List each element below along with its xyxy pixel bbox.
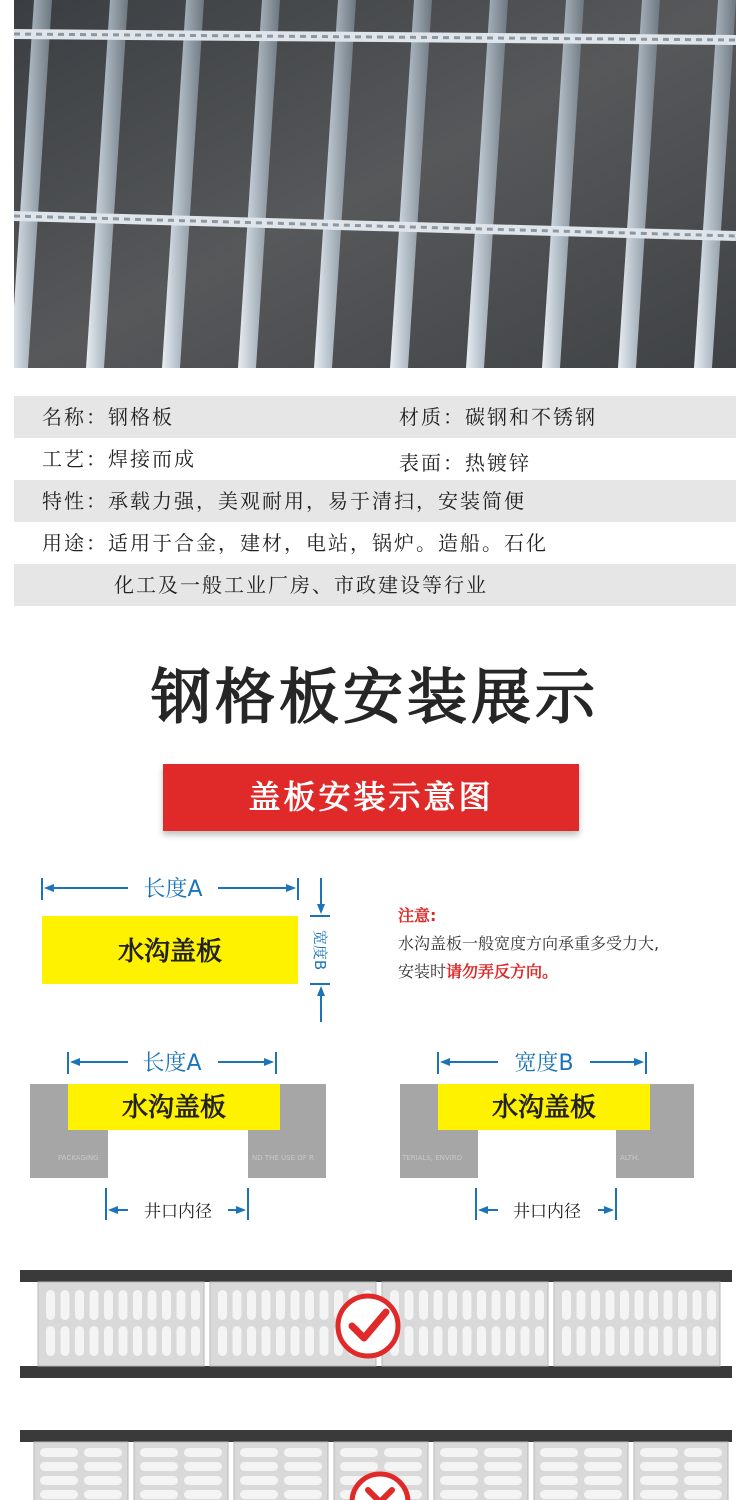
grate-slot bbox=[320, 1290, 329, 1320]
grate-examples bbox=[20, 1270, 732, 1500]
grate-slot bbox=[61, 1326, 70, 1356]
watermark-text: TERIALS, ENVIRO bbox=[402, 1154, 463, 1162]
grate-slot bbox=[40, 1448, 78, 1457]
grate-slot bbox=[276, 1290, 285, 1320]
spec-usage: 用途：适用于合金，建材，电站，锅炉。造船。石化 bbox=[42, 531, 548, 555]
grate-slot bbox=[218, 1326, 227, 1356]
grate-slot bbox=[405, 1290, 414, 1320]
grate-slot bbox=[584, 1476, 622, 1485]
spec-material: 材质：碳钢和不锈钢 bbox=[399, 405, 597, 429]
grate-slot bbox=[90, 1290, 99, 1320]
opening-label-right: 井口内径 bbox=[513, 1202, 581, 1222]
grate-slot bbox=[591, 1290, 600, 1320]
grate-slot bbox=[84, 1490, 122, 1499]
grate-slot bbox=[40, 1476, 78, 1485]
cross-rod bbox=[14, 34, 736, 40]
spec-surface: 表面：热镀锌 bbox=[399, 451, 531, 475]
grate-slot bbox=[40, 1462, 78, 1471]
grate-slot bbox=[521, 1326, 530, 1356]
grate-slot bbox=[84, 1462, 122, 1471]
spec-table bbox=[14, 396, 736, 606]
grate-slot bbox=[535, 1326, 544, 1356]
watermark-text: PACKAGING bbox=[58, 1154, 99, 1162]
grate-slot bbox=[684, 1448, 722, 1457]
grate-slot bbox=[177, 1326, 186, 1356]
check-circle-icon bbox=[338, 1296, 398, 1356]
dimension-width-right: 宽度B bbox=[514, 1051, 574, 1076]
note-line-2 bbox=[398, 958, 659, 986]
grate-slot bbox=[184, 1476, 222, 1485]
grate-slot bbox=[448, 1326, 457, 1356]
grate-slot bbox=[191, 1326, 200, 1356]
grate-slot bbox=[119, 1326, 128, 1356]
grate-slot bbox=[678, 1326, 687, 1356]
grate-slot bbox=[305, 1290, 314, 1320]
cover-label-right: 水沟盖板 bbox=[491, 1093, 597, 1123]
grate-slot bbox=[75, 1326, 84, 1356]
steel-grating-image bbox=[14, 0, 736, 368]
grate-slot bbox=[584, 1490, 622, 1499]
grate-slot bbox=[162, 1326, 171, 1356]
watermark-text: ND THE USE OF R bbox=[252, 1154, 314, 1162]
grate-slot bbox=[240, 1476, 278, 1485]
grate-slot bbox=[240, 1448, 278, 1457]
cover-label-left: 水沟盖板 bbox=[121, 1093, 227, 1123]
grate-slot bbox=[320, 1326, 329, 1356]
grate-slot bbox=[191, 1290, 200, 1320]
grate-slot bbox=[133, 1290, 142, 1320]
grate-slot bbox=[440, 1476, 478, 1485]
grate-slot bbox=[440, 1490, 478, 1499]
install-note bbox=[398, 902, 659, 986]
grate-slot bbox=[233, 1326, 242, 1356]
grate-slot bbox=[291, 1290, 300, 1320]
grate-slot bbox=[340, 1448, 378, 1457]
grate-slot bbox=[707, 1290, 716, 1320]
grate-slot bbox=[640, 1490, 678, 1499]
grate-slot bbox=[664, 1326, 673, 1356]
grate-slot bbox=[104, 1290, 113, 1320]
page-title: 钢格板安装展示 bbox=[151, 663, 599, 733]
grate-slot bbox=[684, 1462, 722, 1471]
spec-process: 工艺：焊接而成 bbox=[42, 447, 196, 471]
grate-slot bbox=[405, 1326, 414, 1356]
grate-slot bbox=[577, 1326, 586, 1356]
grate-slot bbox=[664, 1290, 673, 1320]
grate-slot bbox=[262, 1326, 271, 1356]
grate-slot bbox=[463, 1290, 472, 1320]
grate-slot bbox=[506, 1326, 515, 1356]
grate-slot bbox=[284, 1448, 322, 1457]
grate-slot bbox=[218, 1290, 227, 1320]
grate-slot bbox=[247, 1290, 256, 1320]
grate-slot bbox=[620, 1290, 629, 1320]
grate-slot bbox=[591, 1326, 600, 1356]
spec-row-process bbox=[14, 438, 736, 480]
grate-slot bbox=[584, 1462, 622, 1471]
grate-slot bbox=[693, 1290, 702, 1320]
grate-slot bbox=[284, 1476, 322, 1485]
grate-slot bbox=[635, 1326, 644, 1356]
grate-slot bbox=[540, 1448, 578, 1457]
grate-slot bbox=[463, 1326, 472, 1356]
grate-slot bbox=[640, 1462, 678, 1471]
grate-slot bbox=[693, 1326, 702, 1356]
grate-slot bbox=[434, 1290, 443, 1320]
cover-label-top: 水沟盖板 bbox=[117, 937, 223, 967]
grate-slot bbox=[284, 1462, 322, 1471]
grate-slot bbox=[184, 1490, 222, 1499]
grate-slot bbox=[140, 1462, 178, 1471]
grate-slot bbox=[521, 1290, 530, 1320]
grate-slot bbox=[506, 1290, 515, 1320]
grate-slot bbox=[340, 1462, 378, 1471]
grate-slot bbox=[384, 1448, 422, 1457]
grate-slot bbox=[247, 1326, 256, 1356]
grate-slot bbox=[419, 1326, 428, 1356]
grate-slot bbox=[484, 1490, 522, 1499]
grate-slot bbox=[46, 1290, 55, 1320]
grate-slot bbox=[492, 1326, 501, 1356]
grate-slot bbox=[640, 1476, 678, 1485]
grate-slot bbox=[540, 1462, 578, 1471]
note-line-2-warning: 请勿弄反方向。 bbox=[446, 962, 559, 981]
dimension-length-top: 长度A bbox=[143, 877, 203, 902]
grate-slot bbox=[540, 1490, 578, 1499]
grate-slot bbox=[640, 1448, 678, 1457]
note-title: 注意: bbox=[398, 906, 437, 925]
grate-slot bbox=[40, 1490, 78, 1499]
grate-slot bbox=[233, 1290, 242, 1320]
grate-slot bbox=[484, 1476, 522, 1485]
grate-slot bbox=[162, 1290, 171, 1320]
grate-slot bbox=[148, 1326, 157, 1356]
watermark-text: ALTH. bbox=[620, 1154, 640, 1162]
grate-slot bbox=[540, 1476, 578, 1485]
grate-slot bbox=[448, 1290, 457, 1320]
grate-slot bbox=[606, 1326, 615, 1356]
grate-slot bbox=[84, 1476, 122, 1485]
grate-slot bbox=[384, 1462, 422, 1471]
spec-row-name bbox=[14, 396, 736, 438]
grate-slot bbox=[606, 1290, 615, 1320]
grate-slot bbox=[434, 1326, 443, 1356]
dimension-width-side: 宽度B bbox=[311, 929, 329, 971]
grate-slot bbox=[562, 1326, 571, 1356]
grate-slot bbox=[419, 1290, 428, 1320]
grate-slot bbox=[240, 1462, 278, 1471]
trench-right bbox=[400, 1052, 694, 1220]
grate-slot bbox=[577, 1290, 586, 1320]
grate-slot bbox=[440, 1448, 478, 1457]
grate-slot bbox=[484, 1448, 522, 1457]
grate-slot bbox=[484, 1462, 522, 1471]
grate-slot bbox=[440, 1462, 478, 1471]
grate-slot bbox=[84, 1448, 122, 1457]
grate-slot bbox=[635, 1290, 644, 1320]
grate-slot bbox=[477, 1326, 486, 1356]
grate-slot bbox=[104, 1326, 113, 1356]
grate-slot bbox=[184, 1462, 222, 1471]
dimension-length-left: 长度A bbox=[142, 1051, 202, 1076]
grate-slot bbox=[177, 1290, 186, 1320]
note-line-1: 水沟盖板一般宽度方向承重多受力大, bbox=[398, 934, 660, 953]
grate-slot bbox=[75, 1290, 84, 1320]
note-line-2-prefix: 安装时 bbox=[398, 962, 447, 981]
grate-slot bbox=[184, 1448, 222, 1457]
grate-slot bbox=[90, 1326, 99, 1356]
grate-slot bbox=[649, 1326, 658, 1356]
grate-slot bbox=[684, 1490, 722, 1499]
grate-slot bbox=[305, 1326, 314, 1356]
grate-slot bbox=[262, 1290, 271, 1320]
spec-features: 特性：承载力强，美观耐用，易于清扫，安装简便 bbox=[42, 489, 526, 513]
grate-slot bbox=[46, 1326, 55, 1356]
grate-slot bbox=[678, 1290, 687, 1320]
grate-slot bbox=[240, 1490, 278, 1499]
grate-slot bbox=[684, 1476, 722, 1485]
grate-slot bbox=[284, 1490, 322, 1499]
trench-left bbox=[30, 1052, 326, 1220]
product-photo bbox=[14, 0, 736, 368]
spec-row-usage bbox=[14, 522, 736, 564]
section-banner: 盖板安装示意图 bbox=[163, 764, 579, 831]
opening-label-left: 井口内径 bbox=[144, 1202, 212, 1222]
grate-slot bbox=[140, 1448, 178, 1457]
grate-slot bbox=[584, 1448, 622, 1457]
grate-slot bbox=[562, 1290, 571, 1320]
spec-usage-cont: 化工及一般工业厂房、市政建设等行业 bbox=[114, 573, 488, 597]
grate-slot bbox=[119, 1290, 128, 1320]
grate-slot bbox=[148, 1290, 157, 1320]
grate-slot bbox=[620, 1326, 629, 1356]
grate-slot bbox=[140, 1490, 178, 1499]
spec-row-usage-cont bbox=[14, 564, 736, 606]
grate-slot bbox=[276, 1326, 285, 1356]
grate-slot bbox=[649, 1290, 658, 1320]
grate-slot bbox=[492, 1290, 501, 1320]
spec-name: 名称：钢格板 bbox=[42, 405, 174, 429]
spec-row-features bbox=[14, 480, 736, 522]
grate-slot bbox=[140, 1476, 178, 1485]
grate-slot bbox=[133, 1326, 142, 1356]
grate-slot bbox=[707, 1326, 716, 1356]
grate-slot bbox=[291, 1326, 300, 1356]
grate-slot bbox=[477, 1290, 486, 1320]
grate-slot bbox=[61, 1290, 70, 1320]
grate-slot bbox=[535, 1290, 544, 1320]
